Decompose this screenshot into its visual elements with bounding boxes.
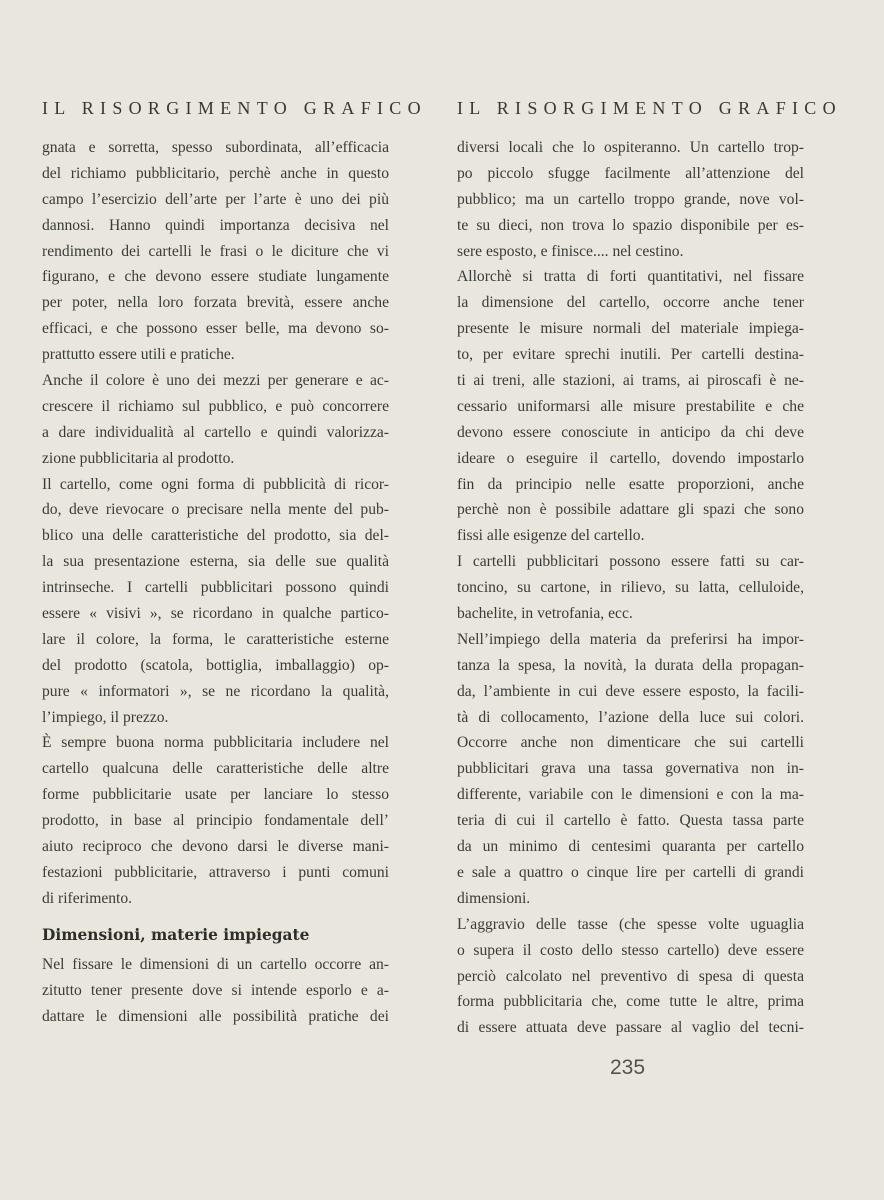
text-line: Nel fissare le dimensioni di un cartello occorre an-	[42, 955, 389, 973]
text-line: intrinseche. I cartelli pubblicitari possono quindi	[42, 579, 389, 597]
text-line: perchè non è possibile adattare gli spazi che sono	[457, 501, 804, 519]
text-line: diversi locali che lo ospiteranno. Un cartello trop-	[457, 139, 804, 156]
running-head-right: IL RISORGIMENTO GRAFICO	[457, 98, 842, 118]
text-line: dannosi. Hanno quindi importanza decisiva nel	[42, 216, 389, 234]
text-line: È sempre buona norma pubblicitaria includere nel	[42, 734, 389, 752]
text-line: Allorchè si tratta di forti quantitativi, nel fissare	[457, 268, 804, 286]
text-line: del prodotto (scatola, bottiglia, imballaggio) op-	[42, 656, 389, 674]
text-line: da, l’ambiente in cui deve essere esposto, la facili-	[457, 682, 804, 700]
text-line: fin da principio nelle esatte proporzioni, anche	[457, 475, 804, 493]
text-line: zione pubblicitaria al prodotto.	[42, 449, 235, 467]
text-line: o supera il costo dello stesso cartello) deve essere	[457, 941, 804, 959]
text-line: Occorre anche non dimenticare che sui cartelli	[457, 734, 804, 752]
text-line: la dimensione del cartello, occorre anche tener	[457, 294, 804, 312]
right-column-text	[457, 135, 804, 1041]
text-line: crescere il richiamo sul pubblico, e può concorrere	[42, 397, 389, 415]
text-line: differente, variabile con le dimensioni e con la ma-	[457, 786, 804, 804]
section-heading: Dimensioni, materie impiegate	[42, 925, 310, 944]
text-line: del richiamo pubblicitario, perchè anche in questo	[42, 164, 389, 182]
text-line: tanza la spesa, la novità, la durata della propagan-	[457, 656, 804, 674]
text-line: teria di cui il cartello è fatto. Questa tassa parte	[457, 812, 804, 830]
text-line: prodotto, in base al principio fondamentale dell’	[42, 812, 389, 830]
text-line: L’aggravio delle tasse (che spesse volte uguaglia	[457, 915, 804, 933]
left-column	[42, 98, 427, 1029]
text-line: I cartelli pubblicitari possono essere fatti su car-	[457, 553, 804, 571]
text-line: do, deve rievocare o precisare nella mente del pub-	[42, 501, 389, 519]
text-line: dattare le dimensioni alle possibilità pratiche dei	[42, 1007, 389, 1025]
text-line: cartello qualcuna delle caratteristiche delle altre	[42, 760, 389, 778]
text-line: gnata e sorretta, spesso subordinata, all’efficacia	[42, 139, 389, 156]
text-line: Nell’impiego della materia da preferirsi ha impor-	[457, 630, 804, 648]
left-column-text	[42, 135, 389, 912]
text-line: fissi alle esigenze del cartello.	[457, 527, 645, 545]
text-line: essere « visivi », se ricordano in qualche partico-	[42, 605, 389, 623]
text-line: sere esposto, e finisce.... nel cestino.	[457, 242, 684, 260]
text-line: ti ai treni, alle stazioni, ai trams, ai piroscafi è ne-	[457, 372, 804, 390]
text-line: di essere attuata deve passare al vaglio del tecni-	[457, 1019, 804, 1037]
text-line: perciò calcolato nel preventivo di spesa di questa	[457, 967, 804, 985]
text-line: figurano, e che devono essere studiate lungamente	[42, 268, 389, 286]
text-line: rendimento dei cartelli le frasi o le diciture che vi	[42, 242, 389, 260]
text-line: prattutto essere utili e pratiche.	[42, 346, 235, 364]
text-line: te su dieci, non trova lo spazio disponibile per es-	[457, 216, 804, 234]
left-column-text-after-heading	[42, 952, 389, 1030]
text-line: lare il colore, la forma, le caratteristiche esterne	[42, 630, 389, 648]
text-line: festazioni pubblicitarie, attraverso i punti comuni	[42, 863, 389, 881]
running-head-left: IL RISORGIMENTO GRAFICO	[42, 98, 427, 118]
text-line: ideare o eseguire il cartello, dovendo impostarlo	[457, 449, 804, 467]
text-line: devono essere conosciute in anticipo da chi deve	[457, 423, 804, 441]
text-line: aiuto reciproco che devono darsi le diverse mani-	[42, 838, 389, 856]
page-number: 235	[610, 1056, 646, 1079]
text-line: cessario uniformarsi alle misure prestabilite e che	[457, 397, 804, 415]
text-line: forma pubblicitaria che, come tutte le altre, prima	[457, 993, 804, 1011]
text-line: da un minimo di centesimi quaranta per cartello	[457, 838, 804, 856]
text-line: pure « informatori », se ne ricordano la qualità,	[42, 682, 389, 700]
text-line: toncino, su cartone, in rilievo, su latta, celluloide,	[457, 579, 804, 597]
text-line: e sale a quattro o cinque lire per cartelli di grandi	[457, 863, 804, 881]
text-line: tà di collocamento, l’azione della luce sui colori.	[457, 708, 804, 726]
text-line: forme pubblicitarie usate per lanciare lo stesso	[42, 786, 389, 804]
text-line: to, per evitare sprechi inutili. Per cartelli destina-	[457, 346, 804, 364]
text-line: a dare individualità al cartello e quindi valorizza-	[42, 423, 389, 441]
text-line: pubblico; ma un cartello troppo grande, nove vol-	[457, 190, 804, 208]
text-line: pubblicitari grava una tassa governativa non in-	[457, 760, 804, 778]
text-line: bachelite, in vetrofania, ecc.	[457, 605, 633, 623]
text-line: di riferimento.	[42, 889, 133, 907]
text-line: l’impiego, il prezzo.	[42, 708, 169, 726]
text-line: campo l’esercizio dell’arte per l’arte è uno dei più	[42, 190, 389, 208]
text-line: Il cartello, come ogni forma di pubblicità di ricor-	[42, 475, 389, 493]
text-line: po piccolo sfugge facilmente all’attenzione del	[457, 164, 804, 182]
text-line: la sua presentazione esterna, sia delle sue qualità	[42, 553, 389, 571]
text-line: efficaci, e che possono esser belle, ma devono so-	[42, 320, 389, 338]
text-line: Anche il colore è uno dei mezzi per generare e ac-	[42, 372, 389, 390]
text-line: presente le misure normali del materiale impiega-	[457, 320, 804, 338]
text-line: per poter, nella loro forzata brevità, essere anche	[42, 294, 389, 312]
text-line: blico una delle caratteristiche del prodotto, sia del-	[42, 527, 389, 545]
text-line: dimensioni.	[457, 889, 531, 907]
text-line: zitutto tener presente dove si intende esporlo e a-	[42, 981, 389, 999]
right-column	[457, 98, 842, 1041]
